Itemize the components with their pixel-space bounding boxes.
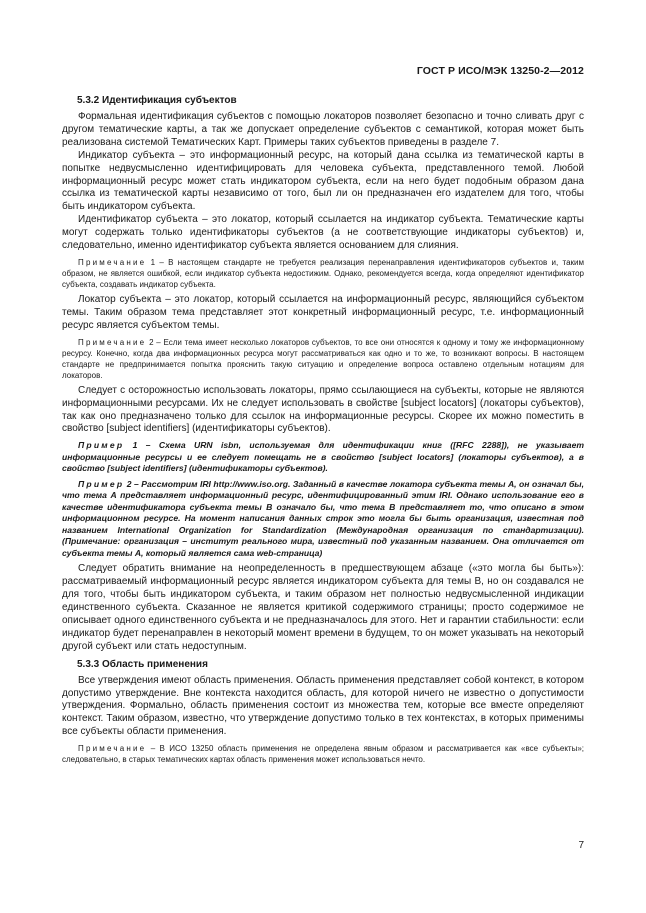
page-number: 7 [578, 840, 584, 851]
example-label: Пример [78, 440, 125, 451]
note-label: Примечание [78, 257, 147, 267]
example-label: Пример [78, 478, 125, 489]
page-content [62, 94, 584, 769]
paragraph: Локатор субъекта – это локатор, который ссылается на информационный ресурс, являющийся субъектом темы. Таким образом тема представляет этот конкретный информационный ресурс, т.е. информационный ресурс является субъектом темы. [62, 293, 584, 331]
section-heading-5-3-2: 5.3.2 Идентификация субъектов [77, 95, 237, 106]
paragraph: Следует обратить внимание на неопределенность в предшествующем абзаце («это могла бы быть»): рассматриваемый информационный ресурс является индикатором субъекта для темы B, но он создавался не для того, чтобы быть индикатором субъекта, и таким образом нет полностью недвусмысленной индикации единственного субъекта. Сказанное не является критикой содержимого страницы; просто содержимое не описывает одного единственного субъекта и не предназначалось для этого. Нет и гарантии стабильности: если индикатор будет перенаправлен в некоторый момент времени в будущем, то он может указывать на некоторый другой субъект или стать недоступным. [62, 563, 584, 652]
note-text: 2 – Если тема имеет несколько локаторов субъектов, то все они относятся к одному и тому же информационному ресурсу. Конечно, когда два информационных ресурса могут рассматриваться как одно и то же, то возникают вопросы. В настоящем стандарте не предпринимается попытка прояснить такую ситуацию и определение вопроса оставлено отдельным нотациям для локаторов. [62, 337, 584, 380]
note-scope [62, 743, 584, 765]
section-heading-5-3-3: 5.3.3 Область применения [77, 658, 208, 670]
note-text: – В ИСО 13250 область применения не определена явным образом и рассматривается как «все субъекты»; следовательно, в старых тематических картах область применения может использоваться нечто. [62, 744, 584, 765]
paragraph: Формальная идентификация субъектов с помощью локаторов позволяет безопасно и точно сливать друг с другом тематические карты, а так же допускает определение субъектов с семантикой, которая может быть реализована системой Тематических Карт. Примеры таких субъектов приведены в разделе 7. [62, 111, 584, 148]
example-text: 2 – Рассмотрим IRI http://www.iso.org. Заданный в качестве локатора субъекта темы A, он означал бы, что тема A представляет информационный ресурс, идентифицированный этим IRI. Однако использование его в качестве идентификатора субъекта темы B означало бы, что тема B представляет то, что описано в этом информационном ресурсе. На момент написания данных строк это могла бы быть организация, известная под названием International Organization for Standardization (Международная организация по стандартизации). (Примечание: организация – институт реального мира, известный под указанным названием. Она отличается от субъекта темы A, который является сама web-страница) [62, 478, 584, 558]
example-2 [62, 479, 584, 560]
note-text: 1 – В настоящем стандарте не требуется реализация перенаправления идентификаторов субъектов и, таким образом, не является ошибкой, если индикатор субъекта недостижим. Однако, рекомендуется всегда, когда определяют идентификатор субъекта, создавать индикатор субъекта. [62, 257, 584, 289]
example-1 [62, 440, 584, 475]
paragraph: Индикатор субъекта – это информационный ресурс, на который дана ссылка из тематической карты в попытке недвусмысленно идентифицировать для человека субъекта, представленного темой. Любой информационный ресурс может стать индикатором субъекта, если на него будет подобным образом дана ссылка из тематической карты независимо от того, был ли он предназначен его издателем для того, чтобы быть индикатором субъекта. [62, 149, 584, 213]
note-1 [62, 257, 584, 290]
example-text: 1 – Схема URN isbn, используемая для идентификации книг ([RFC 2288]), не указывает информационные ресурсы и ее следует помещать не в свойство [subject locators] (локаторы субъектов), а в свойство [subject identifiers] (идентификаторы субъектов). [62, 440, 584, 474]
paragraph: Идентификатор субъекта – это локатор, который ссылается на индикатор субъекта. Тематические карты могут содержать только идентификаторы субъектов (а не соответствующие индикаторы субъектов) и, следовательно, именно идентификатор субъекта является основанием для слияния. [62, 214, 584, 252]
note-label: Примечание [78, 337, 147, 347]
standard-header: ГОСТ Р ИСО/МЭК 13250-2—2012 [416, 65, 584, 77]
paragraph: Все утверждения имеют область применения. Область применения представляет собой контекст, в котором допустимо утверждение. Вне контекста находится область, для которой ничего не известно о допустимости утверждения. Формально, область применения состоит из множества тем, которые все вместе определяют контекст. Таким образом, известно, что утверждение допустимо только в тех контекстах, в которых применимы все субъекты области применения. [62, 674, 584, 738]
paragraph: Следует с осторожностью использовать локаторы, прямо ссылающиеся на субъекты, которые не являются информационными ресурсами. Их не следует использовать в свойстве [subject locators] (локаторы субъектов), так как оно предназначено только для ссылок на информационные ресурсы. Скорее их можно поместить в свойство [subject identifiers] (идентификаторы субъектов). [62, 384, 584, 435]
note-2 [62, 337, 584, 381]
note-label: Примечание [78, 744, 147, 754]
